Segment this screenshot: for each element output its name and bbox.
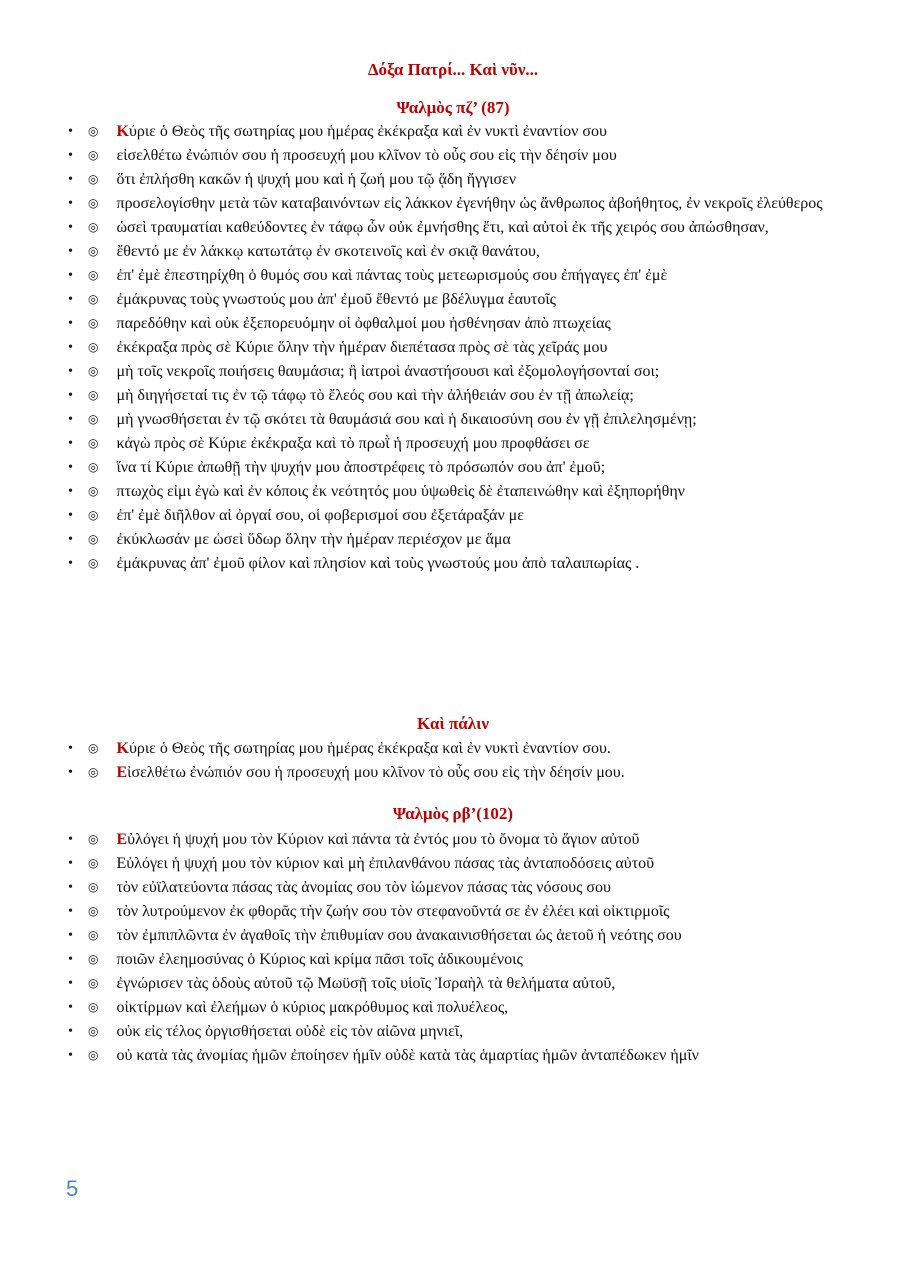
verse-item <box>68 1044 838 1068</box>
bullet-icon: • <box>68 172 73 187</box>
verse-mark-icon: ◎ <box>88 364 99 378</box>
bullet-icon: • <box>68 856 73 871</box>
bullet-icon: • <box>68 340 73 355</box>
bullet-icon: • <box>68 268 73 283</box>
bullet-icon: • <box>68 928 73 943</box>
verse-item <box>68 312 838 336</box>
bullet-icon: • <box>68 292 73 307</box>
verse-initial-letter: Κ <box>116 123 129 140</box>
bullet-icon: • <box>68 364 73 379</box>
bullet-icon: • <box>68 436 73 451</box>
verse-text: μὴ τοῖς νεκροῖς ποιήσεις θαυμάσια; ἢ ἰατροὶ ἀναστήσουσι καὶ ἐξομολογήσονταί σοι; <box>116 363 660 380</box>
bullet-icon: • <box>68 1048 73 1063</box>
verse-text: πτωχὸς εἰμι ἐγὼ καὶ ἐν κόποις ἐκ νεότητός μου ὑψωθεὶς δὲ ἐταπεινώθην καὶ ἐξηπορήθην <box>116 483 685 500</box>
bullet-icon: • <box>68 388 73 403</box>
verse-mark-icon: ◎ <box>88 856 99 870</box>
verse-item <box>68 876 838 900</box>
verse-text: ὐλόγει ἡ ψυχή μου τὸν Κύριον καὶ πάντα τὰ ἐντός μου τὸ ὄνομα τὸ ἅγιον αὐτοῦ <box>127 831 640 848</box>
verse-text: ὡσεὶ τραυματίαι καθεύδοντες ἐν τάφῳ ὧν οὐκ ἐμνήσθης ἔτι, καὶ αὐτοὶ ἐκ τῆς χειρός σου ἀπώσθησαν, <box>116 219 769 236</box>
bullet-icon: • <box>68 532 73 547</box>
verse-mark-icon: ◎ <box>88 484 99 498</box>
verse-text: οἰκτίρμων καὶ ἐλεήμων ὁ κύριος μακρόθυμος καὶ πολυέλεος, <box>116 999 509 1016</box>
verse-item <box>68 408 838 432</box>
verse-mark-icon: ◎ <box>88 832 99 846</box>
verse-item <box>68 552 838 576</box>
verse-mark-icon: ◎ <box>88 532 99 546</box>
bullet-icon: • <box>68 124 73 139</box>
bullet-icon: • <box>68 508 73 523</box>
verse-mark-icon: ◎ <box>88 412 99 426</box>
verse-text: τὸν λυτρούμενον ἐκ φθορᾶς τὴν ζωήν σου τὸν στεφανοῦντά σε ἐν ἐλέει καὶ οἰκτιρμοῖς <box>116 903 670 920</box>
bullet-icon: • <box>68 765 73 780</box>
verse-initial-letter: Ε <box>116 764 128 781</box>
bullet-icon: • <box>68 316 73 331</box>
verse-mark-icon: ◎ <box>88 1024 99 1038</box>
verse-item <box>68 360 838 384</box>
verse-mark-icon: ◎ <box>88 196 99 210</box>
verse-item <box>68 948 838 972</box>
verse-mark-icon: ◎ <box>88 244 99 258</box>
psalm-102-verse-list <box>68 828 838 1068</box>
bullet-icon: • <box>68 1024 73 1039</box>
verse-text: ποιῶν ἐλεημοσύνας ὁ Κύριος καὶ κρίμα πᾶσι τοῖς ἀδικουμένοις <box>116 951 523 968</box>
verse-item <box>68 1020 838 1044</box>
kai-palin-verse-list <box>68 737 838 785</box>
verse-mark-icon: ◎ <box>88 340 99 354</box>
verse-mark-icon: ◎ <box>88 741 99 755</box>
verse-item <box>68 144 838 168</box>
verse-item <box>68 900 838 924</box>
verse-text: τὸν ἐμπιπλῶντα ἐν ἀγαθοῖς τὴν ἐπιθυμίαν σου ἀνακαινισθήσεται ὡς ἀετοῦ ἡ νεότης σου <box>116 927 682 944</box>
verse-item <box>68 216 838 240</box>
verse-item <box>68 737 838 761</box>
verse-item <box>68 384 838 408</box>
verse-text: παρεδόθην καὶ οὐκ ἐξεπορευόμην οἱ ὀφθαλμοί μου ἠσθένησαν ἀπὸ πτωχείας <box>116 315 611 332</box>
verse-text: ἵνα τί Κύριε ἀπωθῇ τὴν ψυχήν μου ἀποστρέφεις τὸ πρόσωπόν σου ἀπ' ἐμοῦ; <box>116 459 606 476</box>
verse-text: οὐ κατὰ τὰς ἀνομίας ἡμῶν ἐποίησεν ἡμῖν οὐδὲ κατὰ τὰς ἁμαρτίας ἡμῶν ἀνταπέδωκεν ἡμῖν <box>116 1047 699 1064</box>
psalm-87-verse-list <box>68 120 838 576</box>
verse-mark-icon: ◎ <box>88 904 99 918</box>
bullet-icon: • <box>68 1000 73 1015</box>
verse-item <box>68 528 838 552</box>
bullet-icon: • <box>68 220 73 235</box>
verse-mark-icon: ◎ <box>88 268 99 282</box>
verse-item <box>68 336 838 360</box>
verse-initial-letter: Κ <box>116 740 129 757</box>
verse-text: ἐκύκλωσάν με ὡσεὶ ὕδωρ ὅλην τὴν ἡμέραν περιέσχον με ἅμα <box>116 531 511 548</box>
verse-item <box>68 761 838 785</box>
verse-text: ἐκέκραξα πρὸς σὲ Κύριε ὅλην τὴν ἡμέραν διεπέτασα πρὸς σὲ τὰς χεῖράς μου <box>116 339 608 356</box>
verse-mark-icon: ◎ <box>88 928 99 942</box>
verse-item <box>68 264 838 288</box>
verse-item <box>68 972 838 996</box>
verse-text: ἐπ' ἐμὲ ἐπεστηρίχθη ὁ θυμός σου καὶ πάντας τοὺς μετεωρισμούς σου ἐπήγαγες ἐπ' ἐμὲ <box>116 267 668 284</box>
verse-text: ἐγνώρισεν τὰς ὁδοὺς αὐτοῦ τῷ Μωϋσῇ τοῖς υἱοῖς Ἰσραὴλ τὰ θελήματα αὐτοῦ, <box>116 975 616 992</box>
verse-mark-icon: ◎ <box>88 508 99 522</box>
verse-item <box>68 456 838 480</box>
verse-text: ύριε ὁ Θεὸς τῆς σωτηρίας μου ἡμέρας ἐκέκραξα καὶ ἐν νυκτὶ ἐναντίον σου. <box>128 740 611 757</box>
verse-item <box>68 432 838 456</box>
verse-item <box>68 480 838 504</box>
verse-item <box>68 240 838 264</box>
verse-text: ἐμάκρυνας τοὺς γνωστούς μου ἀπ' ἐμοῦ ἔθεντό με βδέλυγμα ἑαυτοῖς <box>116 291 556 308</box>
verse-mark-icon: ◎ <box>88 220 99 234</box>
page-number: 5 <box>66 1176 79 1201</box>
bullet-icon: • <box>68 904 73 919</box>
verse-text: ἰσελθέτω ἐνώπιόν σου ἡ προσευχή μου κλῖνον τὸ οὖς σου εἰς τὴν δέησίν μου. <box>127 764 625 781</box>
verse-mark-icon: ◎ <box>88 880 99 894</box>
bullet-icon: • <box>68 880 73 895</box>
verse-item <box>68 828 838 852</box>
verse-initial-letter: Ε <box>116 831 128 848</box>
bullet-icon: • <box>68 460 73 475</box>
verse-item <box>68 120 838 144</box>
bullet-icon: • <box>68 976 73 991</box>
verse-text: ὅτι ἐπλήσθη κακῶν ἡ ψυχή μου καὶ ἡ ζωή μου τῷ ᾅδη ἤγγισεν <box>116 171 517 188</box>
verse-mark-icon: ◎ <box>88 976 99 990</box>
verse-mark-icon: ◎ <box>88 148 99 162</box>
verse-text: μὴ διηγήσεταί τις ἐν τῷ τάφῳ τὸ ἔλεός σου καὶ τὴν ἀλήθειάν σου ἐν τῇ ἀπωλείᾳ; <box>116 387 634 404</box>
verse-mark-icon: ◎ <box>88 316 99 330</box>
verse-text: ύριε ὁ Θεὸς τῆς σωτηρίας μου ἡμέρας ἐκέκραξα καὶ ἐν νυκτὶ ἐναντίον σου <box>128 123 607 140</box>
bullet-icon: • <box>68 412 73 427</box>
verse-item <box>68 852 838 876</box>
bullet-icon: • <box>68 244 73 259</box>
verse-text: προσελογίσθην μετὰ τῶν καταβαινόντων εἰς λάκκον ἐγενήθην ὡς ἄνθρωπος ἀβοήθητος, ἐν νεκροῖς ἐλεύθερος <box>116 195 823 212</box>
verse-mark-icon: ◎ <box>88 388 99 402</box>
verse-text: ἐμάκρυνας ἀπ' ἐμοῦ φίλον καὶ πλησίον καὶ τοὺς γνωστούς μου ἀπὸ ταλαιπωρίας . <box>116 555 640 572</box>
verse-item <box>68 996 838 1020</box>
verse-mark-icon: ◎ <box>88 1048 99 1062</box>
verse-text: ἔθεντό με ἐν λάκκῳ κατωτάτῳ ἐν σκοτεινοῖς καὶ ἐν σκιᾷ θανάτου, <box>116 243 540 260</box>
verse-item <box>68 924 838 948</box>
verse-text: οὐκ εἰς τέλος ὀργισθήσεται οὐδὲ εἰς τὸν αἰῶνα μηνιεῖ, <box>116 1023 464 1040</box>
verse-mark-icon: ◎ <box>88 436 99 450</box>
psalm-87-heading: Ψαλμὸς πζ’ (87) <box>396 98 510 117</box>
verse-item <box>68 168 838 192</box>
verse-mark-icon: ◎ <box>88 556 99 570</box>
doxa-heading: Δόξα Πατρί... Καὶ νῦν... <box>367 60 539 79</box>
verse-text: ἐπ' ἐμὲ διῆλθον αἱ ὀργαί σου, οἱ φοβερισμοί σου ἐξετάραξάν με <box>116 507 524 524</box>
verse-text: Εὐλόγει ἡ ψυχή μου τὸν κύριον καὶ μὴ ἐπιλανθάνου πάσας τὰς ἀνταποδόσεις αὐτοῦ <box>116 855 655 872</box>
verse-mark-icon: ◎ <box>88 124 99 138</box>
verse-mark-icon: ◎ <box>88 1000 99 1014</box>
bullet-icon: • <box>68 196 73 211</box>
verse-mark-icon: ◎ <box>88 952 99 966</box>
bullet-icon: • <box>68 148 73 163</box>
bullet-icon: • <box>68 556 73 571</box>
verse-text: εἰσελθέτω ἐνώπιόν σου ἡ προσευχή μου κλῖνον τὸ οὖς σου εἰς τὴν δέησίν μου <box>116 147 617 164</box>
verse-text: τὸν εὐϊλατεύοντα πάσας τὰς ἀνομίας σου τὸν ἰώμενον πάσας τὰς νόσους σου <box>116 879 611 896</box>
verse-item <box>68 504 838 528</box>
psalm-102-heading: Ψαλμὸς ρβ’(102) <box>392 804 514 823</box>
verse-mark-icon: ◎ <box>88 765 99 779</box>
bullet-icon: • <box>68 484 73 499</box>
bullet-icon: • <box>68 741 73 756</box>
bullet-icon: • <box>68 832 73 847</box>
verse-text: κἀγὼ πρὸς σὲ Κύριε ἐκέκραξα καὶ τὸ πρωῒ ἡ προσευχή μου προφθάσει σε <box>116 435 590 452</box>
kai-palin-heading: Καὶ πάλιν <box>417 714 489 733</box>
verse-mark-icon: ◎ <box>88 172 99 186</box>
verse-item <box>68 288 838 312</box>
verse-mark-icon: ◎ <box>88 292 99 306</box>
verse-mark-icon: ◎ <box>88 460 99 474</box>
bullet-icon: • <box>68 952 73 967</box>
verse-item <box>68 192 838 216</box>
verse-text: μὴ γνωσθήσεται ἐν τῷ σκότει τὰ θαυμάσιά σου καὶ ἡ δικαιοσύνη σου ἐν γῇ ἐπιλελησμένῃ; <box>116 411 697 428</box>
